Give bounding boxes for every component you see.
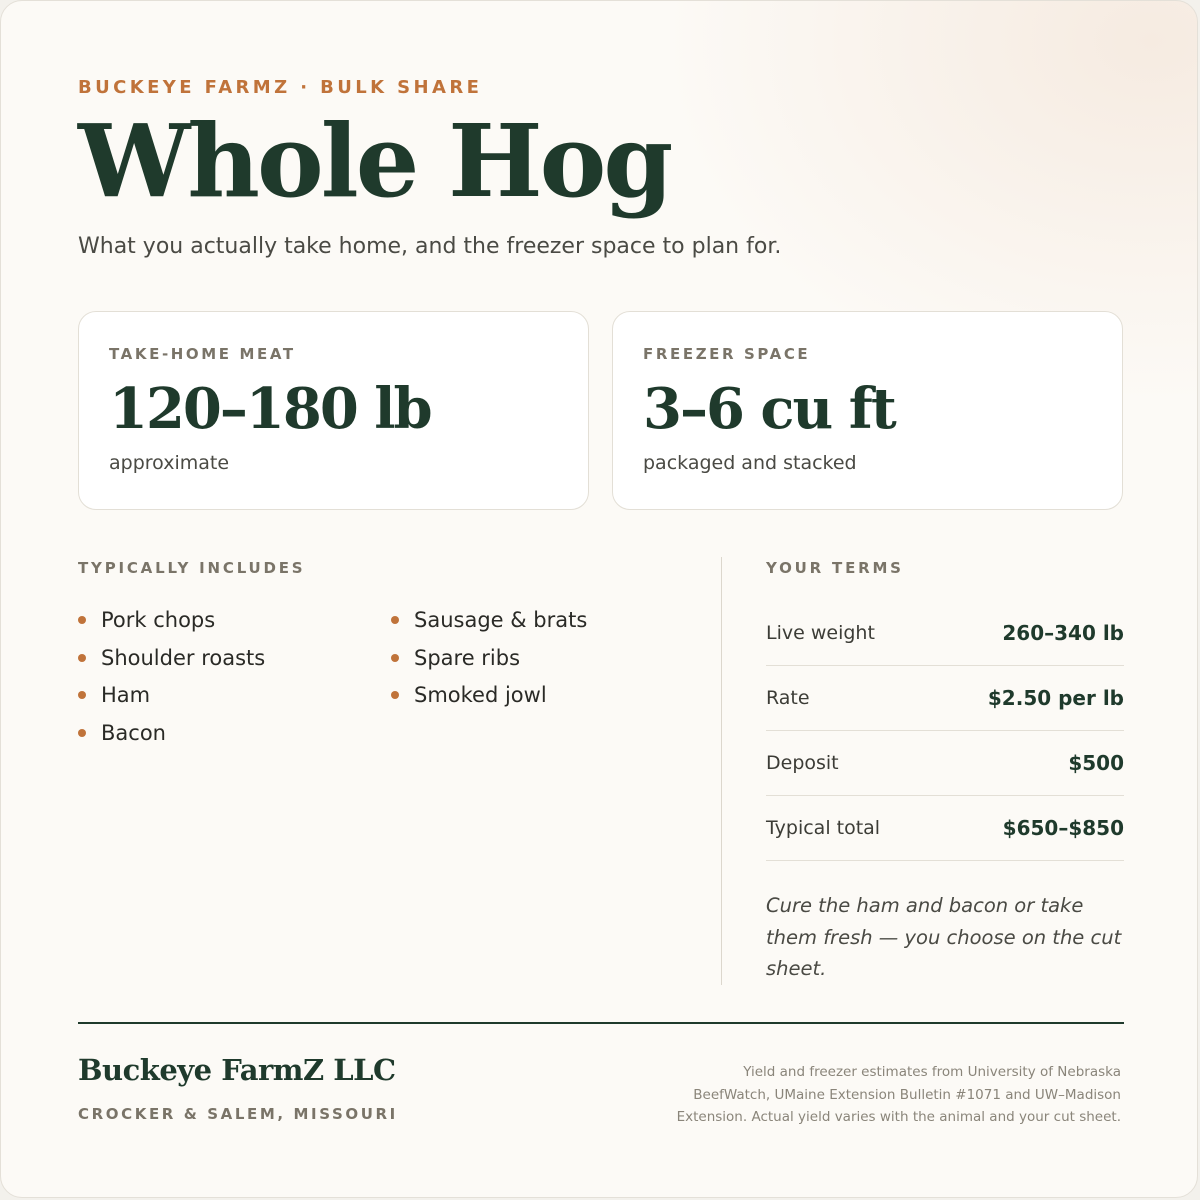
source-line: BeefWatch, UMaine Extension Bulletin #1071 and UW–Madison [693,1086,1121,1103]
eyebrow: BUCKEYE FARMZ · BULK SHARE [78,77,483,98]
card-label: TAKE-HOME MEAT [109,345,296,363]
source-line: Yield and freezer estimates from University of Nebraska [743,1064,1121,1080]
list-item-label: Spare ribs [414,645,521,670]
terms-note: Cure the ham and bacon or take them fresh — you choose on the cut sheet. [766,894,1122,980]
includes-list-left [78,602,265,752]
bullet-dot-icon [391,616,399,624]
list-item-label: Ham [101,683,151,707]
list-item [78,715,265,753]
bullet-dot-icon [78,729,86,737]
column-divider [721,557,722,985]
card-label: FREEZER SPACE [643,345,811,363]
term-key: Typical total [766,817,881,839]
company-location: CROCKER & SALEM, MISSOURI [78,1105,398,1123]
list-item-label: Shoulder roasts [101,645,266,670]
list-item-label: Bacon [101,720,166,745]
page-subtitle: What you actually take home, and the freezer space to plan for. [78,234,782,259]
term-key: Rate [766,687,810,709]
terms-row-typical-total [766,796,1124,861]
company-name: Buckeye FarmZ LLC [78,1053,396,1087]
list-item [391,602,587,640]
term-key: Deposit [766,752,839,774]
card-note: packaged and stacked [643,452,857,474]
list-item [78,602,265,640]
term-value: $2.50 per lb [987,686,1124,710]
includes-list-right [391,602,587,715]
list-item [391,677,587,715]
terms-row-rate [766,666,1124,731]
terms-row-deposit [766,731,1124,796]
term-key: Live weight [766,622,875,644]
card-value: 3–6 cu ft [643,376,895,442]
list-item [391,640,587,678]
page-title: Whole Hog [78,102,671,220]
terms-heading: YOUR TERMS [766,559,904,577]
list-item-label: Sausage & brats [414,608,588,632]
bullet-dot-icon [78,691,86,699]
freezer-space-card [612,311,1123,510]
card-value: 120–180 lb [109,376,431,442]
bullet-dot-icon [78,616,86,624]
take-home-card [78,311,589,510]
source-line: Extension. Actual yield varies with the animal and your cut sheet. [676,1109,1121,1125]
bullet-dot-icon [391,654,399,662]
term-value: $500 [1068,751,1124,775]
card-note: approximate [109,452,230,474]
list-item-label: Pork chops [101,608,216,632]
term-value: $650–$850 [1002,816,1124,840]
list-item-label: Smoked jowl [414,683,547,707]
terms-table [766,601,1124,861]
includes-heading: TYPICALLY INCLUDES [78,559,306,577]
bullet-dot-icon [78,654,86,662]
terms-row-live-weight [766,601,1124,666]
bullet-dot-icon [391,691,399,699]
term-value: 260–340 lb [1002,621,1124,645]
list-item [78,677,265,715]
list-item [78,640,265,678]
footer-divider [78,1022,1124,1024]
source-note [651,1061,1121,1129]
